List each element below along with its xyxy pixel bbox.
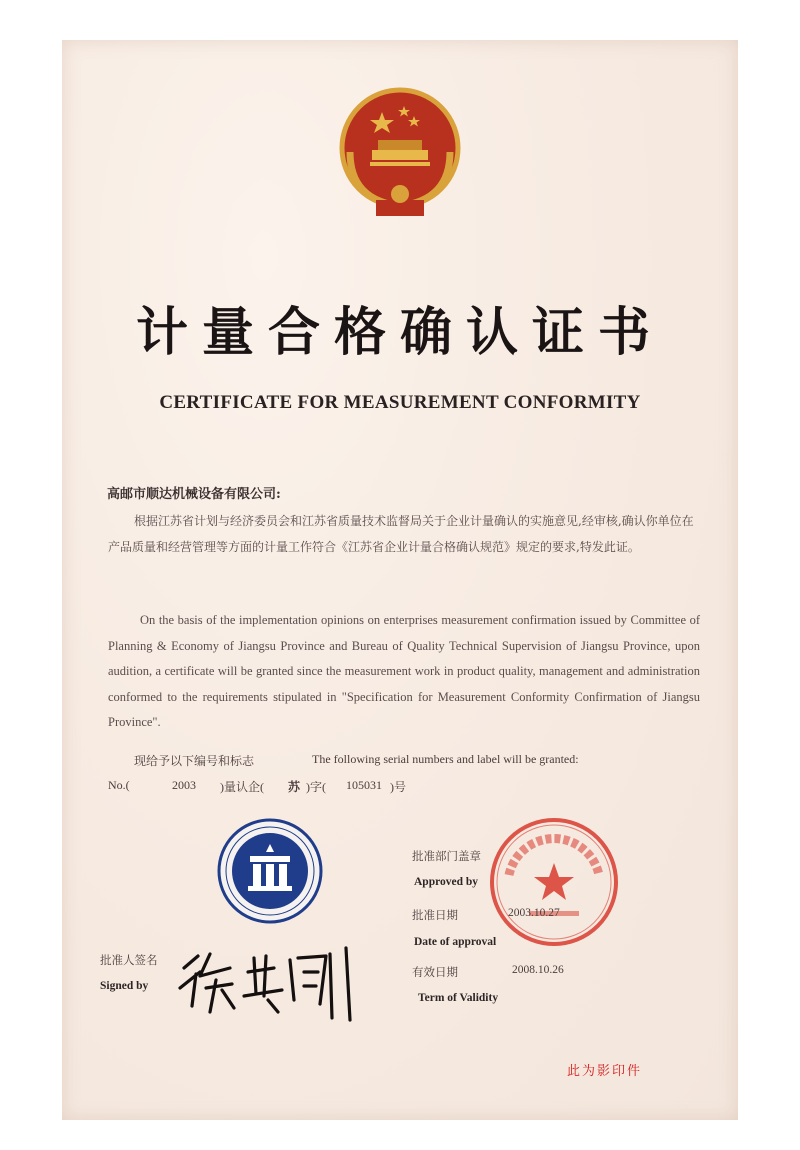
grant-statement (134, 752, 694, 769)
photocopy-watermark: 此为影印件 (567, 1064, 643, 1079)
signer-label-chinese: 批准人签名 (100, 955, 158, 967)
handwritten-signature-icon (170, 928, 370, 1028)
measurement-conformity-badge-icon (217, 818, 323, 924)
serial-year: 2003 (172, 778, 196, 792)
validity-label-chinese: 有效日期 (412, 967, 458, 979)
validity-date-value: 2008.10.26 (512, 964, 564, 976)
official-seal-stamp-icon (487, 815, 621, 949)
serial-suffix: )号 (390, 780, 406, 794)
approved-by-label-chinese: 批准部门盖章 (412, 851, 481, 863)
serial-prefix: No.( (108, 778, 130, 792)
body-english: On the basis of the implementation opinions on enterprises measurement confirmation issued by Committee of Planning & Economy of Jiangsu Province and Bureau of Quality Technical Supervision of Jiangsu Province, upon audition, a certificate will be granted since the measurement work in product quality, management and administration conformed to the requirements stipulated in "Specification for Measurement Conformity Confirmation of Jiangsu Province". (108, 613, 700, 729)
validity-label: Term of Validity (418, 992, 499, 1004)
approval-date-label: Date of approval (414, 936, 497, 948)
approval-date-value: 2003.10.27 (508, 907, 560, 919)
serial-ref-prefix: )字( (306, 780, 326, 794)
grant-text-chinese: 现给予以下编号和标志 (134, 754, 255, 768)
body-chinese: 根据江苏省计划与经济委员会和江苏省质量技术监督局关于企业计量确认的实施意见,经审核,确认你单位在产品质量和经营管理等方面的计量工作符合《江苏省企业计量合格确认规范》规定的要求,特发此证。 (108, 514, 694, 554)
serial-number-value: 105031 (346, 778, 382, 792)
serial-char: 苏 (288, 780, 301, 794)
signer-label: Signed by (100, 980, 149, 992)
serial-mid: )量认企( (220, 780, 264, 794)
recipient-name: 高邮市顺达机械设备有限公司: (107, 487, 281, 502)
grant-text-english: The following serial numbers and label will be granted: (312, 752, 579, 766)
title-english: CERTIFICATE FOR MEASUREMENT CONFORMITY (159, 392, 641, 413)
title-chinese: 计量合格确认证书 (135, 303, 664, 363)
approved-by-label: Approved by (414, 876, 479, 888)
approval-date-label-chinese: 批准日期 (412, 910, 458, 922)
national-emblem-icon (330, 82, 470, 222)
